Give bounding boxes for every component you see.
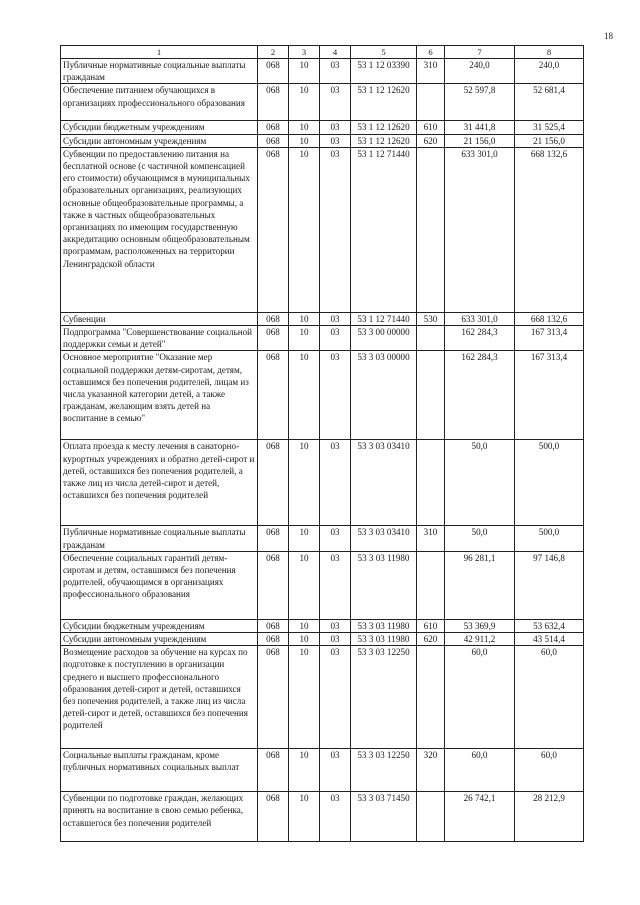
admin-code: 068 (258, 326, 289, 351)
target-code: 53 1 12 12620 (351, 84, 417, 121)
expense-type-code: 610 (417, 619, 445, 632)
item-name: Возмещение расходов за обучение на курсах по подготовке к поступлению в организации среднего и высшего профессионального образования детей-сирот и детей, оставшихся без попечения родителей, а также лиц из числа детей-сирот и детей, оставшихся без попечения родителей (61, 646, 258, 749)
subsection-code: 03 (320, 134, 351, 147)
expense-type-code: 310 (417, 526, 445, 551)
target-code: 53 3 03 11980 (351, 633, 417, 646)
table-row (61, 749, 584, 792)
amount-year-1: 162 284,3 (445, 351, 515, 440)
expense-type-code (417, 84, 445, 121)
expense-type-code (417, 326, 445, 351)
table-row (61, 312, 584, 325)
section-code: 10 (289, 749, 320, 792)
admin-code: 068 (258, 749, 289, 792)
item-name: Субсидии бюджетным учреждениям (61, 121, 258, 134)
subsection-code: 03 (320, 551, 351, 619)
section-code: 10 (289, 526, 320, 551)
expense-type-code (417, 440, 445, 526)
subsection-code: 03 (320, 792, 351, 842)
section-code: 10 (289, 633, 320, 646)
admin-code: 068 (258, 59, 289, 84)
table-row (61, 551, 584, 619)
section-code: 10 (289, 59, 320, 84)
item-name: Основное мероприятие "Оказание мер социальной поддержки детям-сиротам, детям, оставшимся без попечения родителей, лицам из числа указанной категории детей, а также гражданам, желающим взять детей на воспитание в семью" (61, 351, 258, 440)
expense-type-code: 620 (417, 134, 445, 147)
table-row (61, 792, 584, 842)
amount-year-2: 240,0 (515, 59, 584, 84)
item-name: Субсидии автономным учреждениям (61, 134, 258, 147)
section-code: 10 (289, 792, 320, 842)
amount-year-2: 52 681,4 (515, 84, 584, 121)
expense-type-code: 530 (417, 312, 445, 325)
table-row (61, 633, 584, 646)
subsection-code: 03 (320, 326, 351, 351)
budget-table (60, 45, 584, 842)
amount-year-1: 42 911,2 (445, 633, 515, 646)
page-number: 18 (604, 31, 613, 41)
table-row (61, 326, 584, 351)
admin-code: 068 (258, 351, 289, 440)
expense-type-code (417, 351, 445, 440)
column-number: 5 (351, 46, 417, 59)
table-row (61, 619, 584, 632)
target-code: 53 3 03 71450 (351, 792, 417, 842)
section-code: 10 (289, 351, 320, 440)
section-code: 10 (289, 646, 320, 749)
amount-year-1: 31 441,8 (445, 121, 515, 134)
subsection-code: 03 (320, 121, 351, 134)
section-code: 10 (289, 551, 320, 619)
subsection-code: 03 (320, 312, 351, 325)
subsection-code: 03 (320, 351, 351, 440)
amount-year-2: 31 525,4 (515, 121, 584, 134)
admin-code: 068 (258, 792, 289, 842)
item-name: Подпрограмма "Совершенствование социальной поддержки семьи и детей" (61, 326, 258, 351)
section-code: 10 (289, 326, 320, 351)
amount-year-1: 633 301,0 (445, 147, 515, 312)
expense-type-code: 620 (417, 633, 445, 646)
subsection-code: 03 (320, 147, 351, 312)
column-number-header (61, 46, 584, 59)
amount-year-2: 668 132,6 (515, 147, 584, 312)
table-row (61, 59, 584, 84)
admin-code: 068 (258, 147, 289, 312)
section-code: 10 (289, 147, 320, 312)
item-name: Субвенции по предоставлению питания на бесплатной основе (с частичной компенсацией его стоимости) обучающимся в муниципальных образовательных организациях, реализующих основные общеобразовательные программы, а также в частных общеобразовательных организациях по имеющим государственную аккредитацию основным общеобразовательным программам, расположенных на территории Ленинградской области (61, 147, 258, 312)
table-row (61, 84, 584, 121)
expense-type-code (417, 551, 445, 619)
amount-year-1: 26 742,1 (445, 792, 515, 842)
column-number: 1 (61, 46, 258, 59)
amount-year-2: 167 313,4 (515, 351, 584, 440)
subsection-code: 03 (320, 526, 351, 551)
amount-year-1: 162 284,3 (445, 326, 515, 351)
item-name: Публичные нормативные социальные выплаты гражданам (61, 526, 258, 551)
item-name: Субвенции (61, 312, 258, 325)
target-code: 53 3 03 11980 (351, 551, 417, 619)
section-code: 10 (289, 440, 320, 526)
amount-year-1: 60,0 (445, 749, 515, 792)
item-name: Субсидии бюджетным учреждениям (61, 619, 258, 632)
amount-year-2: 167 313,4 (515, 326, 584, 351)
expense-type-code (417, 792, 445, 842)
table-row (61, 121, 584, 134)
item-name: Субвенции по подготовке граждан, желающих принять на воспитание в свою семью ребенка, оставшегося без попечения родителей (61, 792, 258, 842)
target-code: 53 3 03 12250 (351, 749, 417, 792)
expense-type-code (417, 147, 445, 312)
amount-year-2: 53 632,4 (515, 619, 584, 632)
item-name: Публичные нормативные социальные выплаты гражданам (61, 59, 258, 84)
section-code: 10 (289, 134, 320, 147)
item-name: Обеспечение питанием обучающихся в организациях профессионального образования (61, 84, 258, 121)
target-code: 53 3 03 00000 (351, 351, 417, 440)
amount-year-1: 53 369,9 (445, 619, 515, 632)
admin-code: 068 (258, 551, 289, 619)
amount-year-2: 43 514,4 (515, 633, 584, 646)
amount-year-1: 633 301,0 (445, 312, 515, 325)
subsection-code: 03 (320, 84, 351, 121)
admin-code: 068 (258, 312, 289, 325)
table-row (61, 351, 584, 440)
admin-code: 068 (258, 526, 289, 551)
column-number: 8 (515, 46, 584, 59)
target-code: 53 3 03 11980 (351, 619, 417, 632)
amount-year-2: 21 156,0 (515, 134, 584, 147)
target-code: 53 1 12 03390 (351, 59, 417, 84)
amount-year-2: 500,0 (515, 526, 584, 551)
amount-year-2: 28 212,9 (515, 792, 584, 842)
expense-type-code: 320 (417, 749, 445, 792)
table-row (61, 440, 584, 526)
subsection-code: 03 (320, 646, 351, 749)
admin-code: 068 (258, 633, 289, 646)
table-row (61, 147, 584, 312)
target-code: 53 1 12 12620 (351, 121, 417, 134)
target-code: 53 1 12 71440 (351, 147, 417, 312)
amount-year-1: 50,0 (445, 440, 515, 526)
amount-year-1: 50,0 (445, 526, 515, 551)
subsection-code: 03 (320, 59, 351, 84)
section-code: 10 (289, 619, 320, 632)
target-code: 53 3 03 03410 (351, 526, 417, 551)
amount-year-2: 668 132,6 (515, 312, 584, 325)
section-code: 10 (289, 84, 320, 121)
amount-year-1: 60,0 (445, 646, 515, 749)
target-code: 53 3 03 12250 (351, 646, 417, 749)
section-code: 10 (289, 312, 320, 325)
admin-code: 068 (258, 646, 289, 749)
expense-type-code: 610 (417, 121, 445, 134)
expense-type-code (417, 646, 445, 749)
subsection-code: 03 (320, 619, 351, 632)
admin-code: 068 (258, 134, 289, 147)
admin-code: 068 (258, 440, 289, 526)
admin-code: 068 (258, 84, 289, 121)
expense-type-code: 310 (417, 59, 445, 84)
amount-year-2: 97 146,8 (515, 551, 584, 619)
amount-year-2: 500,0 (515, 440, 584, 526)
item-name: Социальные выплаты гражданам, кроме публичных нормативных социальных выплат (61, 749, 258, 792)
column-number: 6 (417, 46, 445, 59)
target-code: 53 3 00 00000 (351, 326, 417, 351)
amount-year-1: 21 156,0 (445, 134, 515, 147)
amount-year-1: 96 281,1 (445, 551, 515, 619)
item-name: Обеспечение социальных гарантий детям-сиротам и детям, оставшимся без попечения родителей, обучающимся в организациях профессионального образования (61, 551, 258, 619)
section-code: 10 (289, 121, 320, 134)
amount-year-2: 60,0 (515, 646, 584, 749)
target-code: 53 3 03 03410 (351, 440, 417, 526)
table-row (61, 646, 584, 749)
column-number: 4 (320, 46, 351, 59)
column-number: 2 (258, 46, 289, 59)
amount-year-2: 60,0 (515, 749, 584, 792)
subsection-code: 03 (320, 633, 351, 646)
subsection-code: 03 (320, 749, 351, 792)
admin-code: 068 (258, 121, 289, 134)
target-code: 53 1 12 12620 (351, 134, 417, 147)
amount-year-1: 52 597,8 (445, 84, 515, 121)
item-name: Оплата проезда к месту лечения в санаторно-курортных учреждениях и обратно детей-сирот и детей, оставшихся без попечения родителей, а также лиц из числа детей-сирот и детей, оставшихся без попечения родителей (61, 440, 258, 526)
table-row (61, 134, 584, 147)
target-code: 53 1 12 71440 (351, 312, 417, 325)
subsection-code: 03 (320, 440, 351, 526)
column-number: 3 (289, 46, 320, 59)
admin-code: 068 (258, 619, 289, 632)
table-row (61, 526, 584, 551)
item-name: Субсидии автономным учреждениям (61, 633, 258, 646)
column-number: 7 (445, 46, 515, 59)
amount-year-1: 240,0 (445, 59, 515, 84)
